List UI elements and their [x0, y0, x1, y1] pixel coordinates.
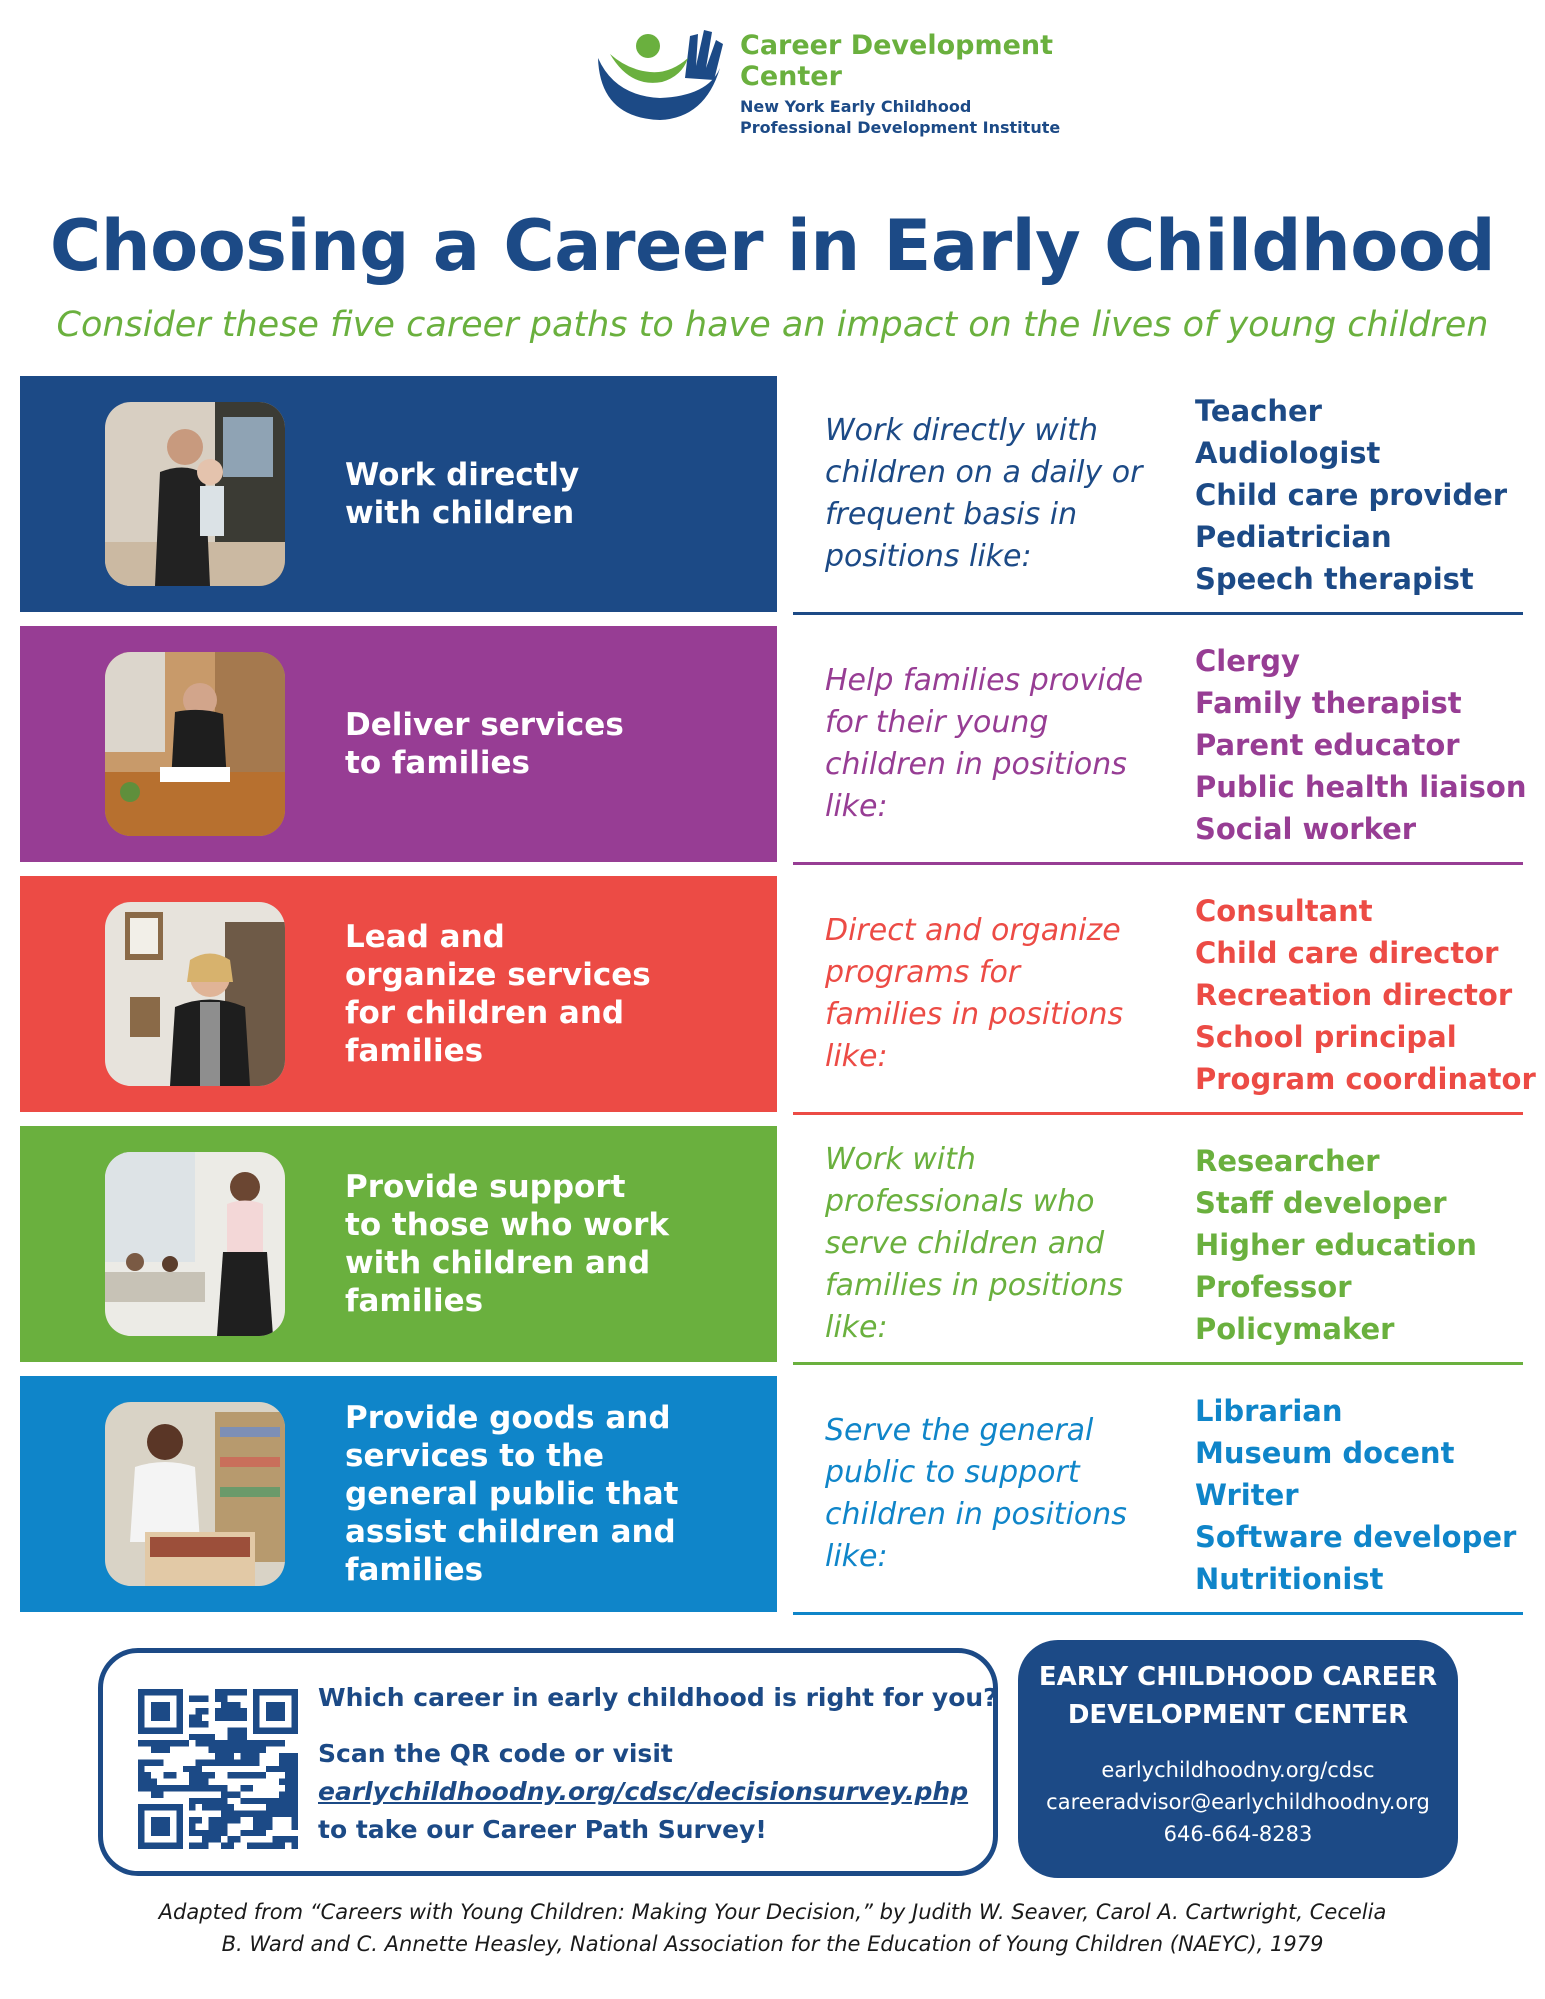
logo-sub-line1: New York Early Childhood	[740, 97, 972, 116]
description-line: families in positions	[825, 997, 1124, 1032]
director-photo	[105, 902, 285, 1086]
description-line: Work with	[825, 1142, 976, 1177]
description-line: Help families provide	[825, 663, 1144, 698]
job-item: Researcher	[1195, 1144, 1380, 1178]
path-description	[825, 376, 1160, 612]
description-line: positions like:	[825, 539, 1032, 574]
logo-hands-icon	[590, 18, 730, 128]
category-band	[20, 1376, 777, 1612]
category-line: Deliver services	[345, 707, 624, 743]
category-line: Work directly	[345, 457, 580, 493]
description-line: like:	[825, 1039, 888, 1074]
category-line: organize services	[345, 957, 651, 993]
category-band	[20, 1126, 777, 1362]
career-path-row	[0, 1126, 1545, 1362]
job-list	[1195, 1140, 1545, 1350]
job-item: School principal	[1195, 1020, 1457, 1054]
description-line: like:	[825, 789, 888, 824]
category-band	[20, 876, 777, 1112]
category-line: with children and	[345, 1245, 651, 1281]
contact-email[interactable]: careeradvisor@earlychildhoodny.org	[1046, 1790, 1430, 1814]
path-description	[825, 626, 1160, 862]
category-label	[345, 626, 765, 862]
category-line: families	[345, 1552, 484, 1588]
description-line: Work directly with	[825, 413, 1098, 448]
job-item: Nutritionist	[1195, 1562, 1384, 1596]
job-item: Speech therapist	[1195, 562, 1474, 596]
path-description	[825, 1376, 1160, 1612]
job-item: Higher education	[1195, 1228, 1477, 1262]
category-line: general public that	[345, 1476, 679, 1512]
survey-question: Which career in early childhood is right for you?	[318, 1683, 998, 1712]
page-title: Choosing a Career in Early Childhood	[49, 205, 1496, 287]
job-item: Writer	[1195, 1478, 1299, 1512]
job-item: Parent educator	[1195, 728, 1460, 762]
row-divider	[793, 612, 1523, 615]
contact-heading-line1: EARLY CHILDHOOD CAREER	[1038, 1662, 1438, 1692]
category-band	[20, 626, 777, 862]
contact-heading-line2: DEVELOPMENT CENTER	[1067, 1700, 1409, 1730]
career-path-row	[0, 376, 1545, 612]
job-item: Recreation director	[1195, 978, 1513, 1012]
contact-card	[1018, 1640, 1458, 1878]
category-label	[345, 1126, 765, 1362]
job-item: Family therapist	[1195, 686, 1462, 720]
citation-line1: Adapted from “Careers with Young Children: Making Your Decision,” by Judith W. Seaver, Carol A. Cartwright, Cecelia	[158, 1900, 1387, 1924]
category-line: Provide support	[345, 1169, 626, 1205]
category-band	[20, 376, 777, 612]
description-line: families in positions	[825, 1268, 1124, 1303]
category-label	[345, 1376, 765, 1612]
career-path-row	[0, 626, 1545, 862]
job-item: Pediatrician	[1195, 520, 1392, 554]
row-divider	[793, 1362, 1523, 1365]
row-divider	[793, 1112, 1523, 1115]
job-item: Child care provider	[1195, 478, 1508, 512]
qr-code-icon[interactable]	[138, 1689, 298, 1849]
category-label	[345, 876, 765, 1112]
family-services-photo	[105, 652, 285, 836]
contact-website[interactable]: earlychildhoodny.org/cdsc	[1101, 1758, 1375, 1782]
survey-callout	[98, 1648, 998, 1876]
description-line: like:	[825, 1310, 888, 1345]
row-divider	[793, 1612, 1523, 1615]
category-line: services to the	[345, 1438, 605, 1474]
job-list	[1195, 390, 1545, 600]
job-item: Teacher	[1195, 394, 1322, 428]
category-line: with children	[345, 495, 575, 531]
survey-link[interactable]: earlychildhoodny.org/cdsc/decisionsurvey.php	[318, 1777, 969, 1806]
survey-scan-text: Scan the QR code or visit	[318, 1739, 673, 1768]
category-line: for children and	[345, 995, 625, 1031]
row-divider	[793, 862, 1523, 865]
description-line: children in positions	[825, 747, 1127, 782]
logo-sub-line2: Professional Development Institute	[740, 118, 1061, 137]
logo	[590, 18, 1070, 138]
description-line: children in positions	[825, 1497, 1127, 1532]
job-item: Policymaker	[1195, 1312, 1395, 1346]
job-item: Staff developer	[1195, 1186, 1447, 1220]
career-path-row	[0, 876, 1545, 1112]
job-item: Software developer	[1195, 1520, 1517, 1554]
librarian-photo	[105, 1402, 285, 1586]
logo-name-line1: Career Development	[740, 30, 1054, 61]
description-line: children on a daily or	[825, 455, 1143, 490]
contact-phone: 646-664-8283	[1163, 1822, 1313, 1846]
job-list	[1195, 890, 1545, 1100]
job-list	[1195, 640, 1545, 850]
job-item: Museum docent	[1195, 1436, 1455, 1470]
logo-name-line2: Center	[740, 61, 842, 92]
path-description	[825, 1126, 1160, 1362]
category-line: to families	[345, 745, 530, 781]
job-item: Audiologist	[1195, 436, 1381, 470]
category-line: to those who work	[345, 1207, 670, 1243]
description-line: programs for	[825, 955, 1021, 990]
trainer-photo	[105, 1152, 285, 1336]
description-line: Direct and organize	[825, 913, 1121, 948]
job-item: Public health liaison	[1195, 770, 1527, 804]
job-list	[1195, 1390, 1545, 1600]
category-label	[345, 376, 765, 612]
description-line: for their young	[825, 705, 1049, 740]
category-line: Lead and	[345, 919, 505, 955]
citation-line2: B. Ward and C. Annette Heasley, National Association for the Education of Young Children (NAEYC), 1979	[221, 1932, 1324, 1956]
category-line: families	[345, 1033, 484, 1069]
category-line: Provide goods and	[345, 1400, 671, 1436]
category-line: assist children and	[345, 1514, 676, 1550]
career-path-row	[0, 1376, 1545, 1612]
page-subtitle: Consider these five career paths to have an impact on the lives of young children	[56, 305, 1489, 345]
job-item: Librarian	[1195, 1394, 1343, 1428]
teacher-photo	[105, 402, 285, 586]
description-line: public to support	[825, 1455, 1080, 1490]
job-item: Professor	[1195, 1270, 1352, 1304]
citation	[0, 1896, 1545, 1960]
description-line: Serve the general	[825, 1413, 1094, 1448]
description-line: professionals who	[825, 1184, 1095, 1219]
job-item: Program coordinator	[1195, 1062, 1536, 1096]
job-item: Clergy	[1195, 644, 1300, 678]
description-line: serve children and	[825, 1226, 1105, 1261]
description-line: frequent basis in	[825, 497, 1078, 532]
description-line: like:	[825, 1539, 888, 1574]
survey-cta: to take our Career Path Survey!	[318, 1815, 767, 1844]
job-item: Child care director	[1195, 936, 1499, 970]
path-description	[825, 876, 1160, 1112]
job-item: Consultant	[1195, 894, 1373, 928]
job-item: Social worker	[1195, 812, 1417, 846]
category-line: families	[345, 1283, 484, 1319]
